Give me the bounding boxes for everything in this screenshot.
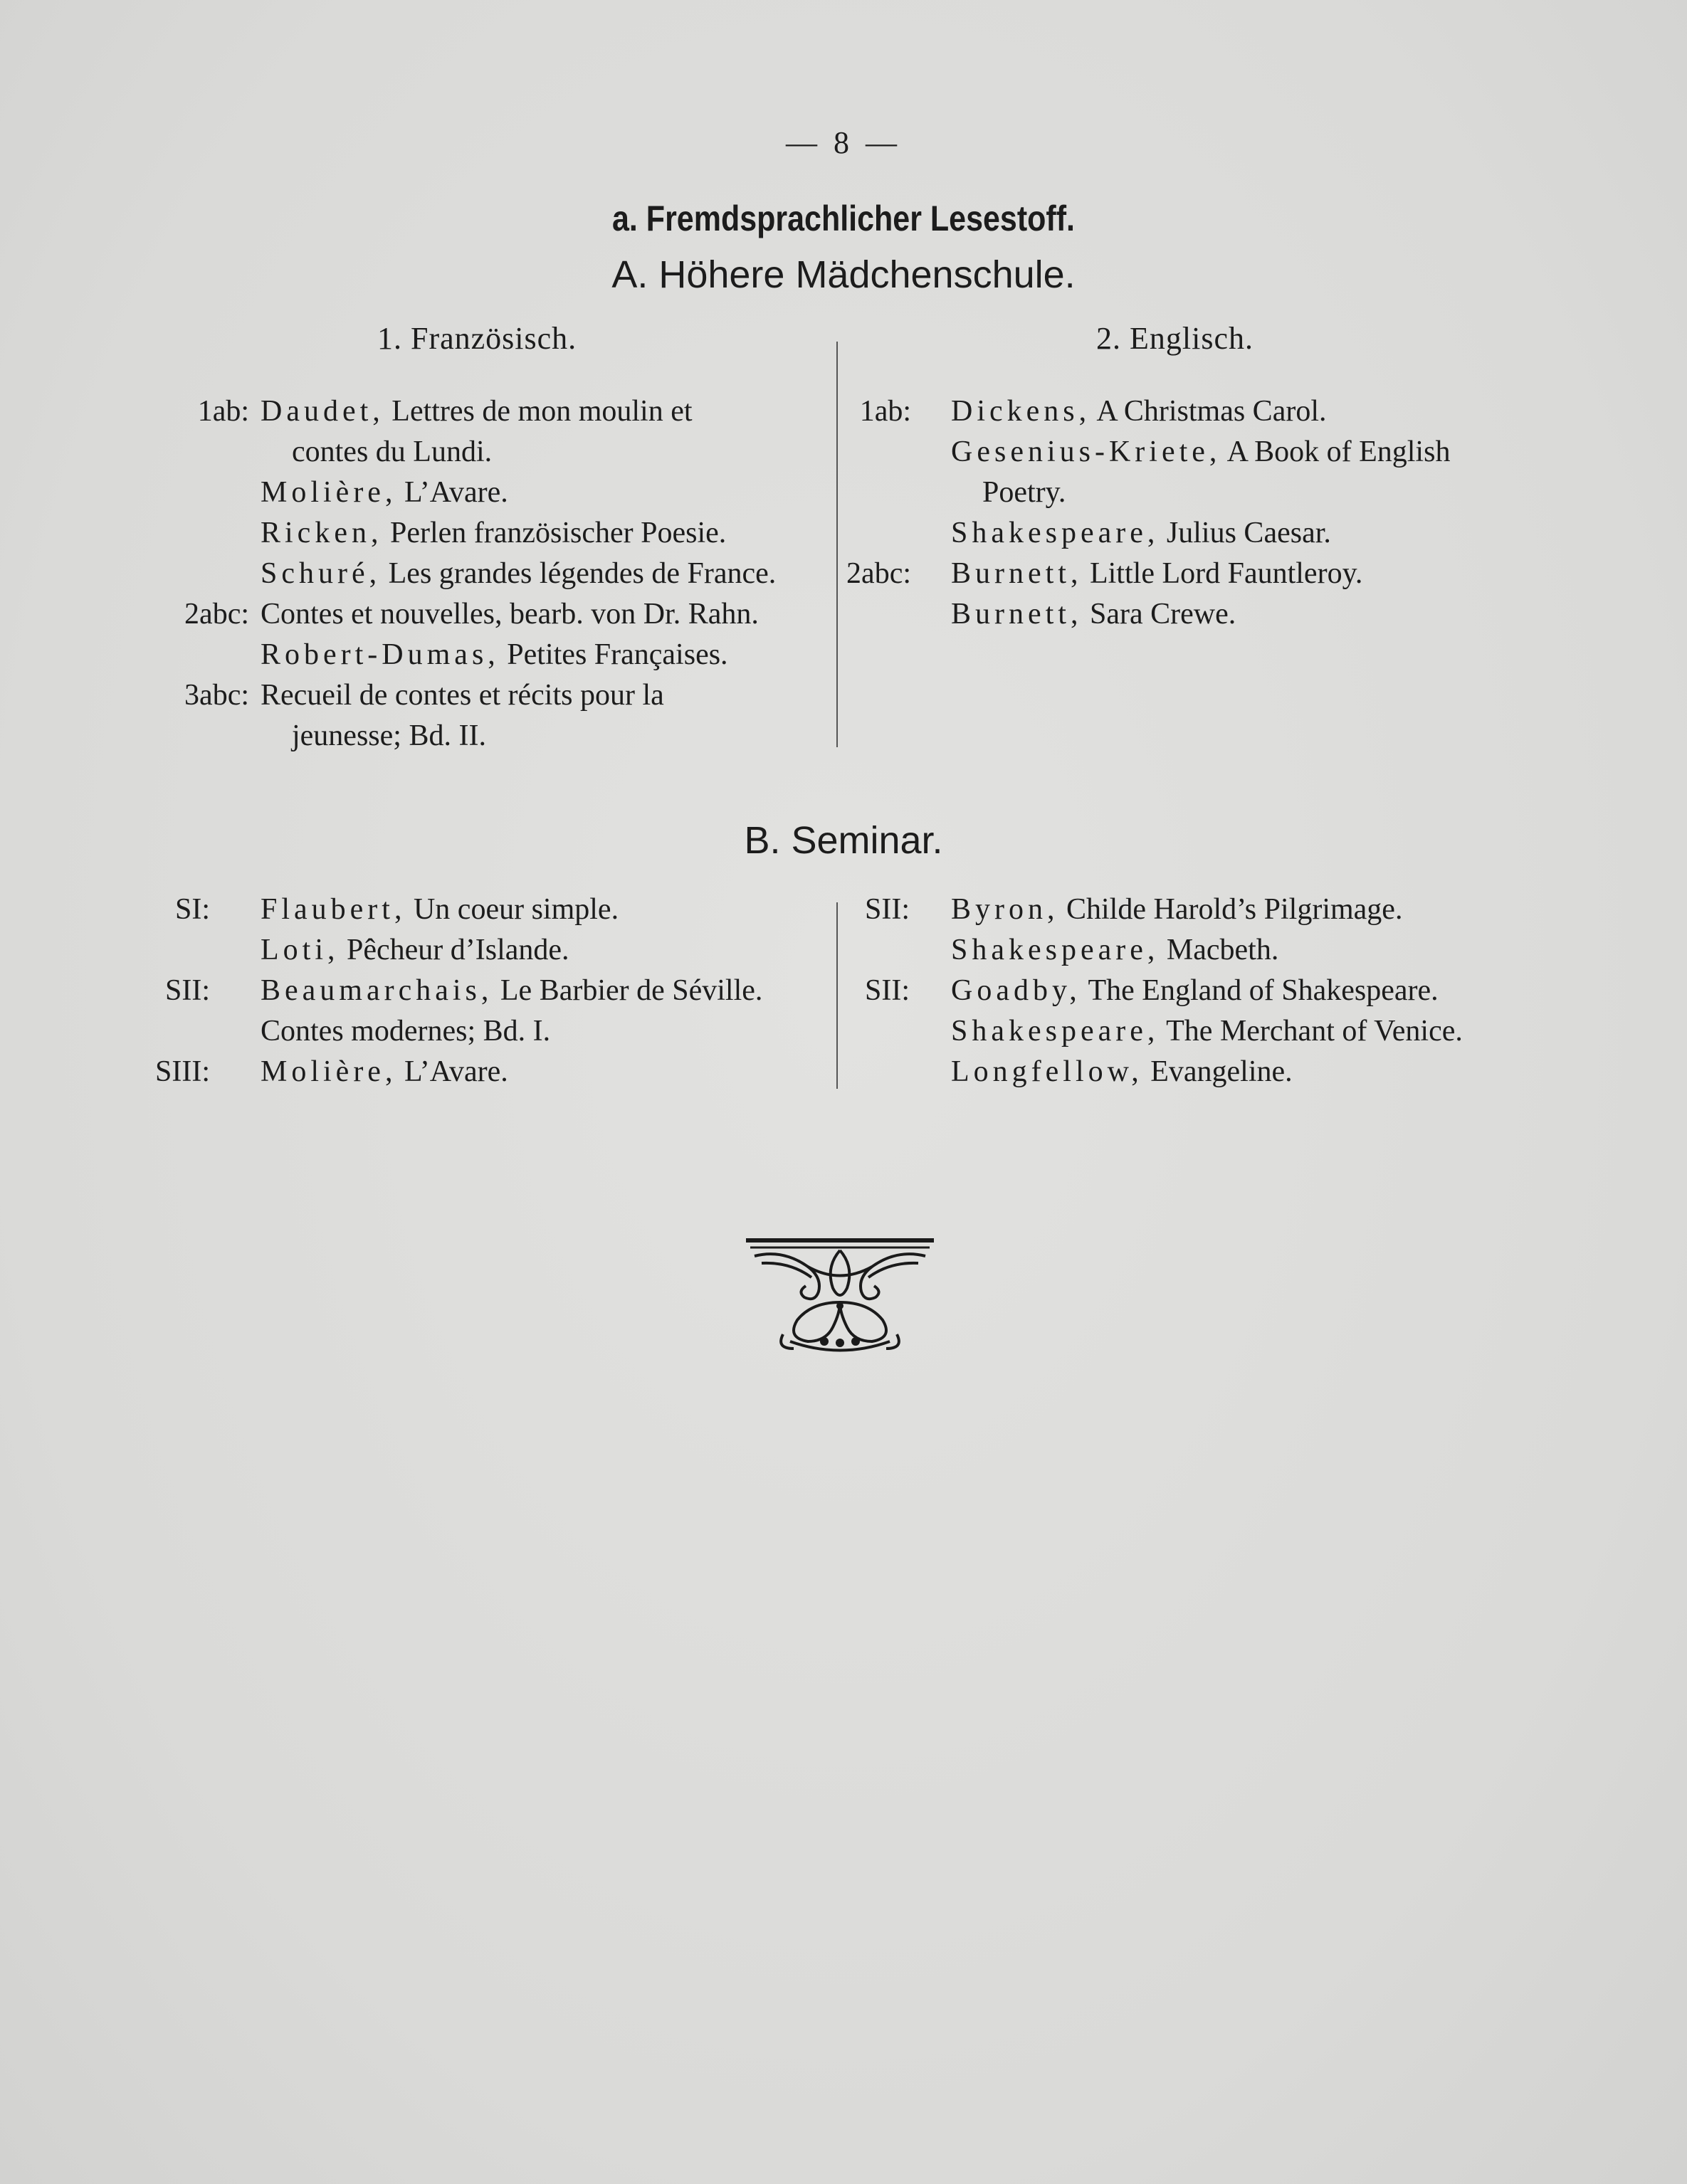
title-text: Lettres de mon moulin et <box>384 395 693 428</box>
title-text: L’Avare. <box>396 476 508 509</box>
entry-text <box>261 971 762 1011</box>
author-name: Daudet, <box>261 395 384 428</box>
entry-text <box>261 391 693 431</box>
entry-text <box>261 1011 550 1051</box>
title-text: Pêcheur d’Islande. <box>339 934 569 966</box>
class-label: 2abc: <box>184 598 249 631</box>
entry-text <box>951 1052 1293 1092</box>
entry-text <box>261 930 569 970</box>
title-text: Contes et nouvelles, bearb. von Dr. Rahn. <box>261 598 759 631</box>
author-name: Burnett, <box>951 598 1083 631</box>
author-name: Shakespeare, <box>951 1015 1160 1048</box>
class-label: 2abc: <box>846 557 911 590</box>
title-text: A Christmas Carol. <box>1090 395 1327 428</box>
author-name: Byron, <box>951 893 1059 926</box>
author-name: Shakespeare, <box>951 934 1160 966</box>
entry-text <box>261 594 759 634</box>
title-text: Un coeur simple. <box>406 893 619 926</box>
entry-text <box>951 594 1236 634</box>
class-label: SII: <box>865 893 910 926</box>
author-name: Shakespeare, <box>951 517 1160 549</box>
class-label: 1ab: <box>197 395 249 428</box>
entry-text <box>951 513 1331 553</box>
french-column-heading: 1. Französisch. <box>377 321 577 356</box>
class-label: SIII: <box>155 1055 210 1088</box>
author-name: Loti, <box>261 934 340 966</box>
title-text: Poetry. <box>982 476 1066 509</box>
author-name: Molière, <box>261 1055 397 1088</box>
class-label: SII: <box>165 974 210 1007</box>
entry-text <box>261 890 619 929</box>
entry-text <box>951 1011 1463 1051</box>
english-column-heading: 2. Englisch. <box>1096 321 1254 356</box>
author-name: Goadby, <box>951 974 1081 1007</box>
ornament-vignette-icon <box>740 1235 940 1359</box>
entry-text <box>951 391 1327 431</box>
author-name: Ricken, <box>261 517 383 549</box>
entry-text <box>951 971 1439 1011</box>
title-text: Macbeth. <box>1159 934 1279 966</box>
author-name: Gesenius-Kriete, <box>951 436 1221 468</box>
title-text: L’Avare. <box>396 1055 508 1088</box>
entry-text <box>982 473 1066 512</box>
author-name: Beaumarchais, <box>261 974 493 1007</box>
author-name: Burnett, <box>951 557 1083 590</box>
title-text: Evangeline. <box>1142 1055 1293 1088</box>
author-name: Dickens, <box>951 395 1091 428</box>
class-label: 1ab: <box>859 395 911 428</box>
title-text: Childe Harold’s Pilgrimage. <box>1058 893 1403 926</box>
entry-text <box>951 930 1278 970</box>
title-text: A Book of English <box>1221 436 1451 468</box>
title-text: The Merchant of Venice. <box>1159 1015 1463 1048</box>
section-b-heading: B. Seminar. <box>744 819 943 862</box>
title-text: Perlen französischer Poesie. <box>382 517 727 549</box>
title-text: Les grandes légendes de France. <box>381 557 777 590</box>
author-name: Schuré, <box>261 557 382 590</box>
title-text: Little Lord Fauntleroy. <box>1082 557 1363 590</box>
class-label: 3abc: <box>184 679 249 712</box>
column-divider-b <box>836 902 838 1089</box>
entry-text <box>261 554 776 594</box>
class-label: SII: <box>865 974 910 1007</box>
title-text: Recueil de contes et récits pour la <box>261 679 664 712</box>
title-text: Le Barbier de Séville. <box>493 974 763 1007</box>
entry-text <box>261 513 726 553</box>
entry-text <box>261 635 728 675</box>
entry-text <box>261 1052 508 1092</box>
section-a-heading: A. Höhere Mädchenschule. <box>611 253 1076 296</box>
entry-text <box>951 432 1450 472</box>
entry-text <box>261 473 508 512</box>
author-name: Flaubert, <box>261 893 406 926</box>
page-number: — 8 — <box>786 125 901 160</box>
title-text: Petites Françaises. <box>499 638 728 671</box>
entry-text <box>292 716 486 756</box>
class-label: SI: <box>174 893 210 926</box>
title-text: Julius Caesar. <box>1159 517 1331 549</box>
title-text: jeunesse; Bd. II. <box>292 719 486 752</box>
title-text: The England of Shakespeare. <box>1081 974 1439 1007</box>
entry-text <box>951 890 1402 929</box>
title-text: Sara Crewe. <box>1082 598 1236 631</box>
author-name: Longfellow, <box>951 1055 1143 1088</box>
title-text: contes du Lundi. <box>292 436 493 468</box>
main-heading: a. Fremdsprachlicher Lesestoff. <box>612 199 1075 238</box>
title-text: Contes modernes; Bd. I. <box>261 1015 551 1048</box>
author-name: Robert-Dumas, <box>261 638 500 671</box>
entry-text <box>261 675 664 715</box>
entry-text <box>951 554 1362 594</box>
author-name: Molière, <box>261 476 397 509</box>
entry-text <box>292 432 492 472</box>
